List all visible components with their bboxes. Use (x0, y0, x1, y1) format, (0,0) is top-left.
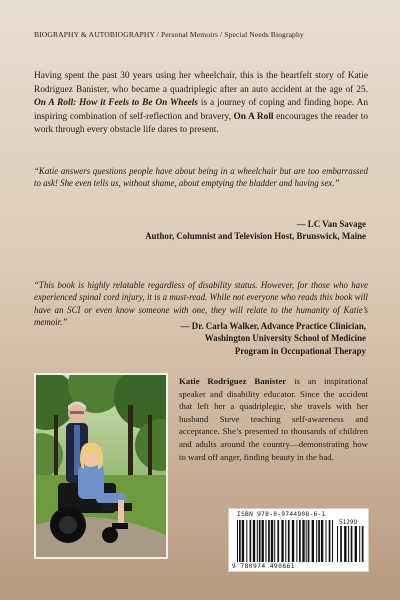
ean-barcode (237, 520, 333, 562)
barcode-bar (257, 520, 258, 562)
barcode-bar (237, 520, 238, 562)
barcode-bar (246, 520, 247, 562)
barcode-bar (296, 520, 297, 562)
barcode-bar (337, 526, 338, 562)
barcode-bar (285, 520, 286, 562)
intro-paragraph (34, 70, 368, 138)
barcode-bar (253, 520, 255, 562)
barcode-bar (312, 520, 314, 562)
author-bio (179, 375, 368, 463)
barcode-bar (274, 520, 275, 562)
barcode-bar (359, 526, 360, 562)
attribution-1-role: Author, Columnist and Television Host, Brunswick, Maine (145, 231, 366, 242)
price-code: 51299 (339, 519, 358, 526)
barcode-bar (326, 520, 327, 562)
barcode-bar (306, 520, 307, 562)
barcode-bar (318, 520, 320, 562)
intro-text-3: encourages the reader to work through every obstacle life dares to present. (34, 111, 369, 136)
barcode-bar (262, 520, 264, 562)
intro-book-title-short: On A Roll (233, 111, 274, 122)
testimonial-attribution-1 (145, 218, 366, 243)
intro-text-2: is a journey of coping and finding hope. An inspiring combination of self-reflection and bravery, (34, 98, 369, 122)
barcode-bar (348, 526, 349, 562)
ean-digits: 9 780974 490861 (232, 563, 295, 570)
barcode-bar (302, 520, 304, 562)
attribution-1-name: — LC Van Savage (296, 219, 366, 229)
barcode-bar (299, 520, 301, 562)
price-barcode (337, 526, 365, 562)
attribution-2-program: Program in Occupational Therapy (234, 345, 366, 356)
intro-text-1: Having spent the past 30 years using her wheelchair, this is the heartfelt story of Katie Rodriguez Banister, who became a quadriplegic after an auto accident at the age of 25. (34, 71, 368, 95)
barcode-bar (239, 520, 241, 562)
testimonial-quote-2: “This book is highly relatable regardless of disability status. However, for those who have experienced spinal cord injury, it is a must-read. While not everyone who reads this book will have an SCI or even know someone with one, they will relate to the humanity of Katie’s memoir.” (34, 280, 368, 328)
barcode-bar (329, 520, 331, 562)
author-bio-text: is an inspirational speaker and disability educator. Since the accident that left her a quadriplegic, she travels with her husband Steve teaching self-awareness and acceptance. She’s presented to thousands of children and adults around the country—demonstrating how to ward off anger, finding beauty in the bad. (179, 376, 368, 462)
barcode-bar (242, 520, 244, 562)
barcode-bar (355, 526, 357, 562)
attribution-2-name: — Dr. Carla Walker, Advance Practice Clinician, (180, 321, 366, 331)
author-photo (34, 373, 168, 559)
barcode-bar (332, 520, 333, 562)
barcode-bar (308, 520, 310, 562)
barcode-bar (340, 526, 342, 562)
barcode-bar (316, 520, 317, 562)
barcode-bar (292, 520, 294, 562)
barcode-bar (250, 520, 252, 562)
barcode-bar (271, 520, 273, 562)
category-line: BIOGRAPHY & AUTOBIOGRAPHY / Personal Memoirs / Special Needs Biography (34, 30, 304, 39)
intro-book-title: On A Roll: How it Feels to Be On Wheels (34, 98, 199, 109)
barcode-bar (288, 520, 290, 562)
isbn-label: ISBN 978-0-9744908-6-1 (237, 511, 326, 518)
barcode-bar (362, 526, 364, 562)
author-name: Katie Rodriguez Banister (179, 376, 287, 386)
barcode-bar (259, 520, 261, 562)
testimonial-quote-1: “Katie answers questions people have about being in a wheelchair but are too embarrassed to ask! She even tells us, without shame, about emptying the bladder and having sex.” (34, 166, 368, 189)
barcode-bar (351, 526, 353, 562)
testimonial-attribution-2 (181, 320, 366, 357)
barcode-bar (277, 520, 279, 562)
barcode-bar (344, 526, 346, 562)
barcode-bar (321, 520, 323, 562)
attribution-2-affiliation: Washington University School of Medicine (204, 333, 366, 344)
barcode-bar (268, 520, 270, 562)
barcode-bar (281, 520, 283, 562)
barcode-block (228, 508, 369, 572)
barcode-bar (266, 520, 267, 562)
author-photo-image (36, 375, 166, 557)
